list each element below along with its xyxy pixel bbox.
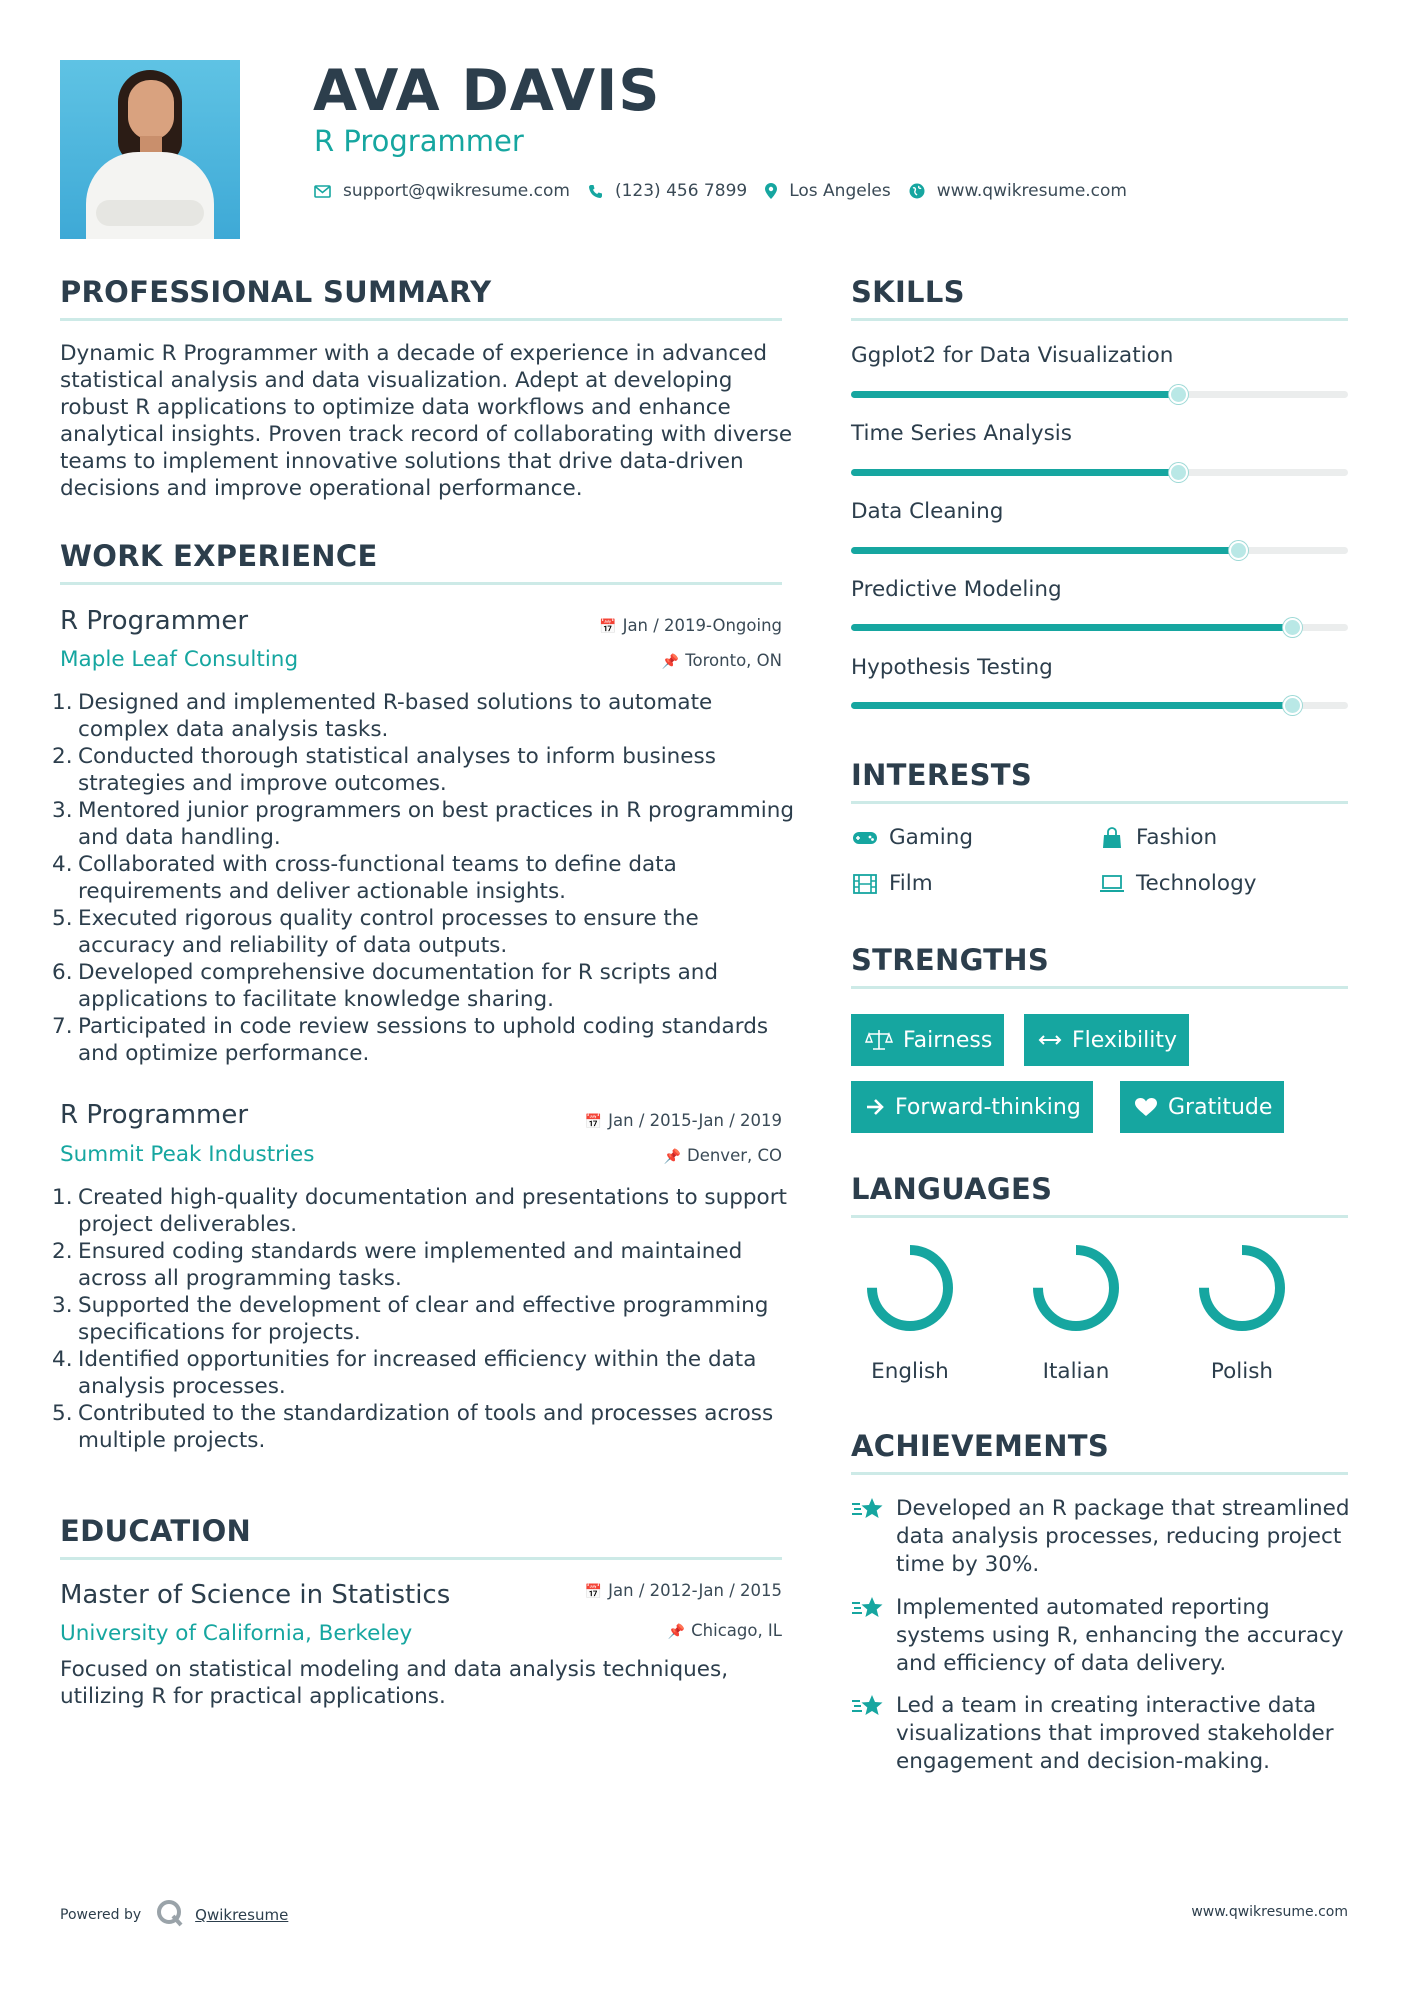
strength-badge: Forward-thinking <box>851 1081 1093 1133</box>
languages-heading: LANGUAGES <box>851 1172 1053 1206</box>
heart-icon <box>1134 1097 1158 1117</box>
skill-bar <box>851 702 1348 709</box>
summary-text: Dynamic R Programmer with a decade of experience in advanced statistical analysis and data visualization. Adept at developing robust R applications to optimize data workflows and enhance analytical insights. Proven track record of collaborating with diverse teams to implement innovative solutions that drive data-driven decisions and improve operational performance. <box>60 341 793 501</box>
globe-icon <box>909 183 925 199</box>
achievement-item <box>851 1495 1351 1579</box>
education-location: 📌 Chicago, IL <box>667 1621 782 1640</box>
education-divider <box>60 1557 782 1560</box>
shopping-bag-icon <box>1098 827 1126 849</box>
strengths-divider <box>851 986 1348 989</box>
language-item <box>1172 1240 1312 1386</box>
envelope-icon <box>314 185 331 198</box>
language-name: English <box>871 1359 949 1384</box>
powered-by-label: Powered by <box>60 1907 142 1923</box>
interest-item: Technology <box>1098 870 1256 898</box>
arrow-right-icon <box>865 1098 885 1116</box>
skills-heading: SKILLS <box>851 275 965 309</box>
skill-slider-handle <box>1229 541 1248 560</box>
strengths-heading: STRENGTHS <box>851 943 1050 977</box>
summary-heading: PROFESSIONAL SUMMARY <box>60 275 492 309</box>
experience-heading: WORK EXPERIENCE <box>60 539 378 573</box>
profile-photo <box>60 60 240 239</box>
film-icon <box>851 874 879 894</box>
job-duties-list <box>60 1184 800 1454</box>
interests-divider <box>851 801 1348 804</box>
summary-divider <box>60 318 782 321</box>
skill-name: Hypothesis Testing <box>851 655 1053 680</box>
skill-slider-handle <box>1169 385 1188 404</box>
contact-website[interactable]: www.qwikresume.com <box>936 181 1127 201</box>
job-duties-list <box>60 689 800 1067</box>
education-school: University of California, Berkeley <box>60 1621 413 1646</box>
language-proficiency-ring <box>862 1240 958 1336</box>
education-description: Focused on statistical modeling and data analysis techniques, utilizing R for practical applications. <box>60 1657 729 1709</box>
list-item: Developed comprehensive documentation for R scripts and applications to facilitate knowledge sharing. <box>78 960 719 1012</box>
qwikresume-link[interactable]: Qwikresume <box>195 1906 289 1924</box>
achievement-text: Led a team in creating interactive data visualizations that improved stakeholder engagement and decision-making. <box>896 1693 1334 1774</box>
laptop-icon <box>1098 875 1126 893</box>
interest-item: Fashion <box>1098 824 1217 852</box>
experience-divider <box>60 582 782 585</box>
footer-powered-by <box>60 1898 288 1932</box>
skill-name: Predictive Modeling <box>851 577 1062 602</box>
qwikresume-logo <box>155 1898 185 1932</box>
list-item: Participated in code review sessions to uphold coding standards and optimize performance. <box>78 1014 769 1066</box>
skill-name: Time Series Analysis <box>851 421 1072 446</box>
map-pin-icon <box>765 183 777 199</box>
candidate-role: R Programmer <box>314 124 524 158</box>
skill-bar <box>851 469 1348 476</box>
job-title: R Programmer <box>60 1100 249 1130</box>
strength-badge: Fairness <box>851 1014 1004 1066</box>
calendar-icon: 📅 <box>584 1584 603 1600</box>
skill-slider-handle <box>1283 696 1302 715</box>
interests-heading: INTERESTS <box>851 758 1033 792</box>
job-company: Maple Leaf Consulting <box>60 647 299 672</box>
language-name: Polish <box>1210 1359 1274 1384</box>
list-item: Executed rigorous quality control processes to ensure the accuracy and reliability of data outputs. <box>78 906 699 958</box>
list-item: Mentored junior programmers on best practices in R programming and data handling. <box>78 798 795 850</box>
star-icon <box>851 1594 885 1626</box>
arrows-horizontal-icon <box>1038 1033 1062 1047</box>
job-title: R Programmer <box>60 606 249 636</box>
pushpin-icon: 📌 <box>663 1149 681 1165</box>
skill-bar <box>851 391 1348 398</box>
job-location: 📌 Denver, CO <box>663 1146 782 1165</box>
language-item <box>1006 1240 1146 1386</box>
job-location: 📌 Toronto, ON <box>661 651 782 670</box>
skill-name: Ggplot2 for Data Visualization <box>851 343 1174 368</box>
pushpin-icon: 📌 <box>661 654 680 670</box>
star-icon <box>851 1495 885 1527</box>
list-item: Designed and implemented R-based solutions to automate complex data analysis tasks. <box>78 690 713 742</box>
balance-scale-icon <box>865 1029 893 1051</box>
achievement-item <box>851 1594 1351 1678</box>
language-item <box>840 1240 980 1386</box>
star-icon <box>851 1692 885 1724</box>
achievement-text: Developed an R package that streamlined data analysis processes, reducing project time by 30%. <box>896 1496 1350 1577</box>
job-dates: 📅 Jan / 2019-Ongoing <box>599 616 782 635</box>
skill-slider-handle <box>1283 618 1302 637</box>
education-heading: EDUCATION <box>60 1514 252 1548</box>
strength-badge: Gratitude <box>1120 1081 1284 1133</box>
list-item: Supported the development of clear and effective programming specifications for projects. <box>78 1293 769 1345</box>
list-item: Collaborated with cross-functional teams to define data requirements and deliver actionable insights. <box>78 852 677 904</box>
education-dates: 📅 Jan / 2012-Jan / 2015 <box>584 1581 782 1600</box>
calendar-icon: 📅 <box>584 1114 603 1130</box>
gamepad-icon <box>851 830 879 846</box>
skill-name: Data Cleaning <box>851 499 1004 524</box>
job-dates: 📅 Jan / 2015-Jan / 2019 <box>584 1111 782 1130</box>
interest-item: Film <box>851 870 933 898</box>
pushpin-icon: 📌 <box>667 1624 686 1640</box>
strength-badge: Flexibility <box>1024 1014 1189 1066</box>
contact-location: Los Angeles <box>789 181 891 201</box>
skills-divider <box>851 318 1348 321</box>
achievement-item <box>851 1692 1351 1776</box>
footer-website[interactable]: www.qwikresume.com <box>1191 1904 1348 1920</box>
contact-phone[interactable]: (123) 456 7899 <box>614 181 748 201</box>
job-company: Summit Peak Industries <box>60 1142 315 1167</box>
language-proficiency-ring <box>1194 1240 1290 1336</box>
language-name: Italian <box>1042 1359 1110 1384</box>
achievement-text: Implemented automated reporting systems using R, enhancing the accuracy and efficiency of data delivery. <box>896 1595 1344 1676</box>
contact-bar <box>314 178 1145 204</box>
achievements-divider <box>851 1472 1348 1475</box>
skill-bar <box>851 624 1348 631</box>
list-item: Identified opportunities for increased efficiency within the data analysis processes. <box>78 1347 757 1399</box>
language-proficiency-ring <box>1028 1240 1124 1336</box>
calendar-icon: 📅 <box>599 619 617 635</box>
skill-bar <box>851 547 1348 554</box>
skill-slider-handle <box>1169 463 1188 482</box>
interest-item: Gaming <box>851 824 973 852</box>
achievements-heading: ACHIEVEMENTS <box>851 1429 1110 1463</box>
phone-icon <box>588 184 603 199</box>
list-item: Conducted thorough statistical analyses to inform business strategies and improve outcomes. <box>78 744 716 796</box>
candidate-name: AVA DAVIS <box>313 58 661 124</box>
languages-divider <box>851 1215 1348 1218</box>
contact-email[interactable]: support@qwikresume.com <box>343 181 570 201</box>
list-item: Created high-quality documentation and presentations to support project deliverables. <box>78 1185 787 1237</box>
education-degree: Master of Science in Statistics <box>60 1580 451 1610</box>
list-item: Ensured coding standards were implemented and maintained across all programming tasks. <box>78 1239 743 1291</box>
list-item: Contributed to the standardization of tools and processes across multiple projects. <box>78 1401 774 1453</box>
